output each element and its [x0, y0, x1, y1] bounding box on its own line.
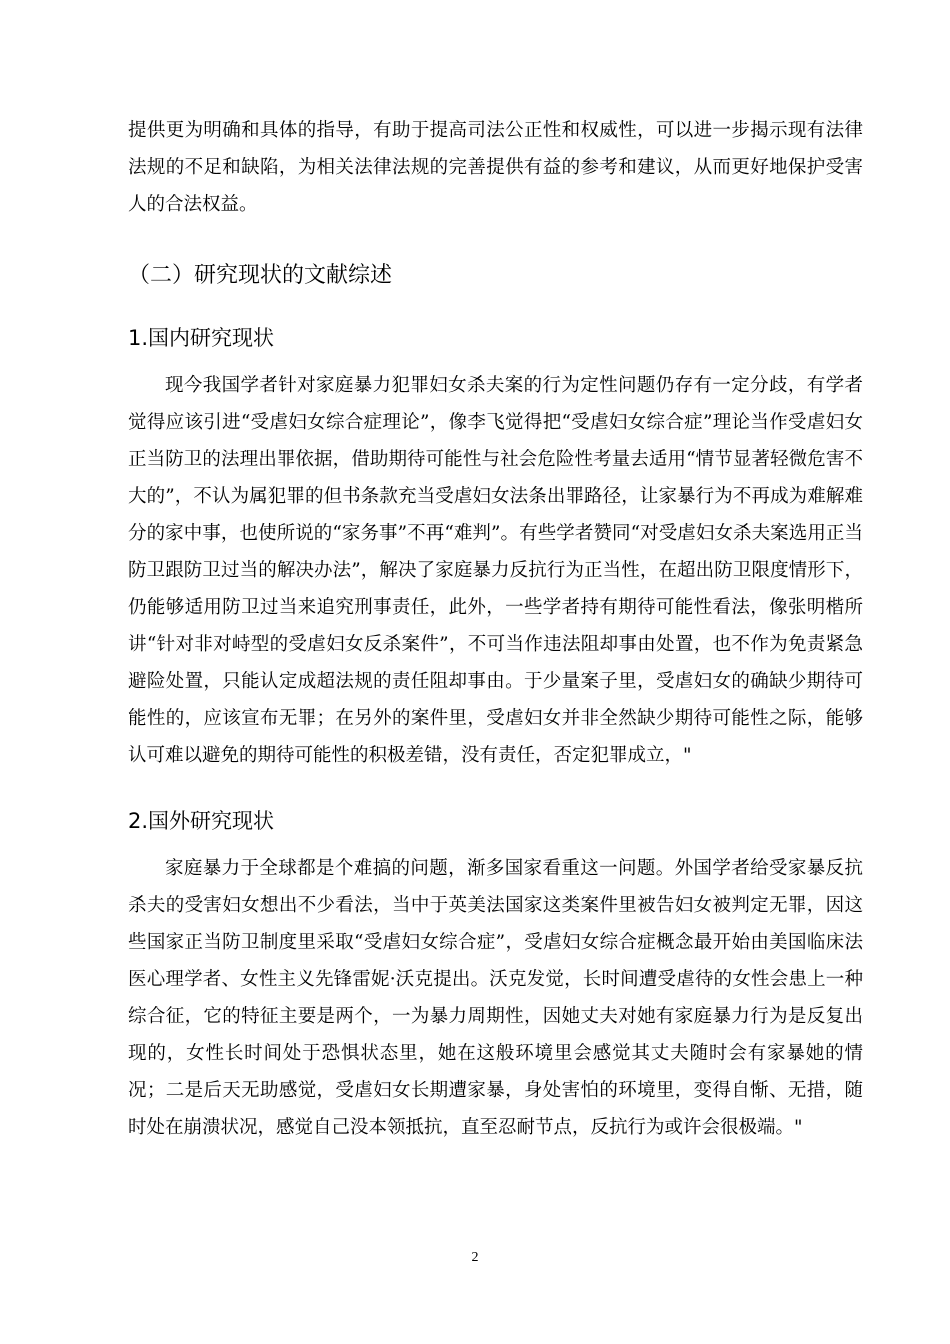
subsection-heading-domestic: 1.国内研究现状 — [128, 326, 275, 350]
subsection-heading-foreign: 2.国外研究现状 — [128, 809, 275, 833]
page-number: 2 — [471, 1250, 479, 1265]
intro-continuation-paragraph: 提供更为明确和具体的指导，有助于提高司法公正性和权威性，可以进一步揭示现有法律法规的不足和缺陷，为相关法律法规的完善提供有益的参考和建议，从而更好地保护受害人的合法权益。 — [128, 120, 863, 215]
foreign-research-paragraph: 家庭暴力于全球都是个难搞的问题，渐多国家看重这一问题。外国学者给受家暴反抗杀夫的受害妇女想出不少看法，当中于英美法国家这类案件里被告妇女被判定无罪，因这些国家正当防卫制度里采取“受虐妇女综合症”，受虐妇女综合症概念最开始由美国临床法医心理学者、女性主义先锋雷妮·沃克提出。沃克发觉，长时间遭受虐待的女性会患上一种综合征，它的特征主要是两个，一为暴力周期性，因她丈夫对她有家庭暴力行为是反复出现的，女性长时间处于恐惧状态里，她在这般环境里会感觉其丈夫随时会有家暴她的情况；二是后天无助感觉，受虐妇女长期遭家暴，身处害怕的环境里，变得自惭、无措，随时处在崩溃状况，感觉自己没本领抵抗，直至忍耐节点，反抗行为或许会很极端。" — [128, 858, 863, 1138]
document-page — [128, 112, 863, 1146]
section-heading-literature-review: （二）研究现状的文献综述 — [128, 263, 393, 288]
domestic-research-paragraph: 现今我国学者针对家庭暴力犯罪妇女杀夫案的行为定性问题仍存有一定分歧，有学者觉得应该引进“受虐妇女综合症理论”，像李飞觉得把“受虐妇女综合症”理论当作受虐妇女正当防卫的法理出罪依据，借助期待可能性与社会危险性考量去适用“情节显著轻微危害不大的”，不认为属犯罪的但书条款充当受虐妇女法条出罪路径，让家暴行为不再成为难解难分的家中事，也使所说的“家务事”不再“难判”。有些学者赞同“对受虐妇女杀夫案选用正当防卫跟防卫过当的解决办法”，解决了家庭暴力反抗行为正当性，在超出防卫限度情形下，仍能够适用防卫过当来追究刑事责任，此外，一些学者持有期待可能性看法，像张明楷所讲“针对非对峙型的受虐妇女反杀案件”，不可当作违法阻却事由处置，也不作为免责紧急避险处置，只能认定成超法规的责任阻却事由。于少量案子里，受虐妇女的确缺少期待可能性的，应该宣布无罪；在另外的案件里，受虐妇女并非全然缺少期待可能性之际，能够认可难以避免的期待可能性的积极差错，没有责任，否定犯罪成立，" — [128, 375, 863, 766]
